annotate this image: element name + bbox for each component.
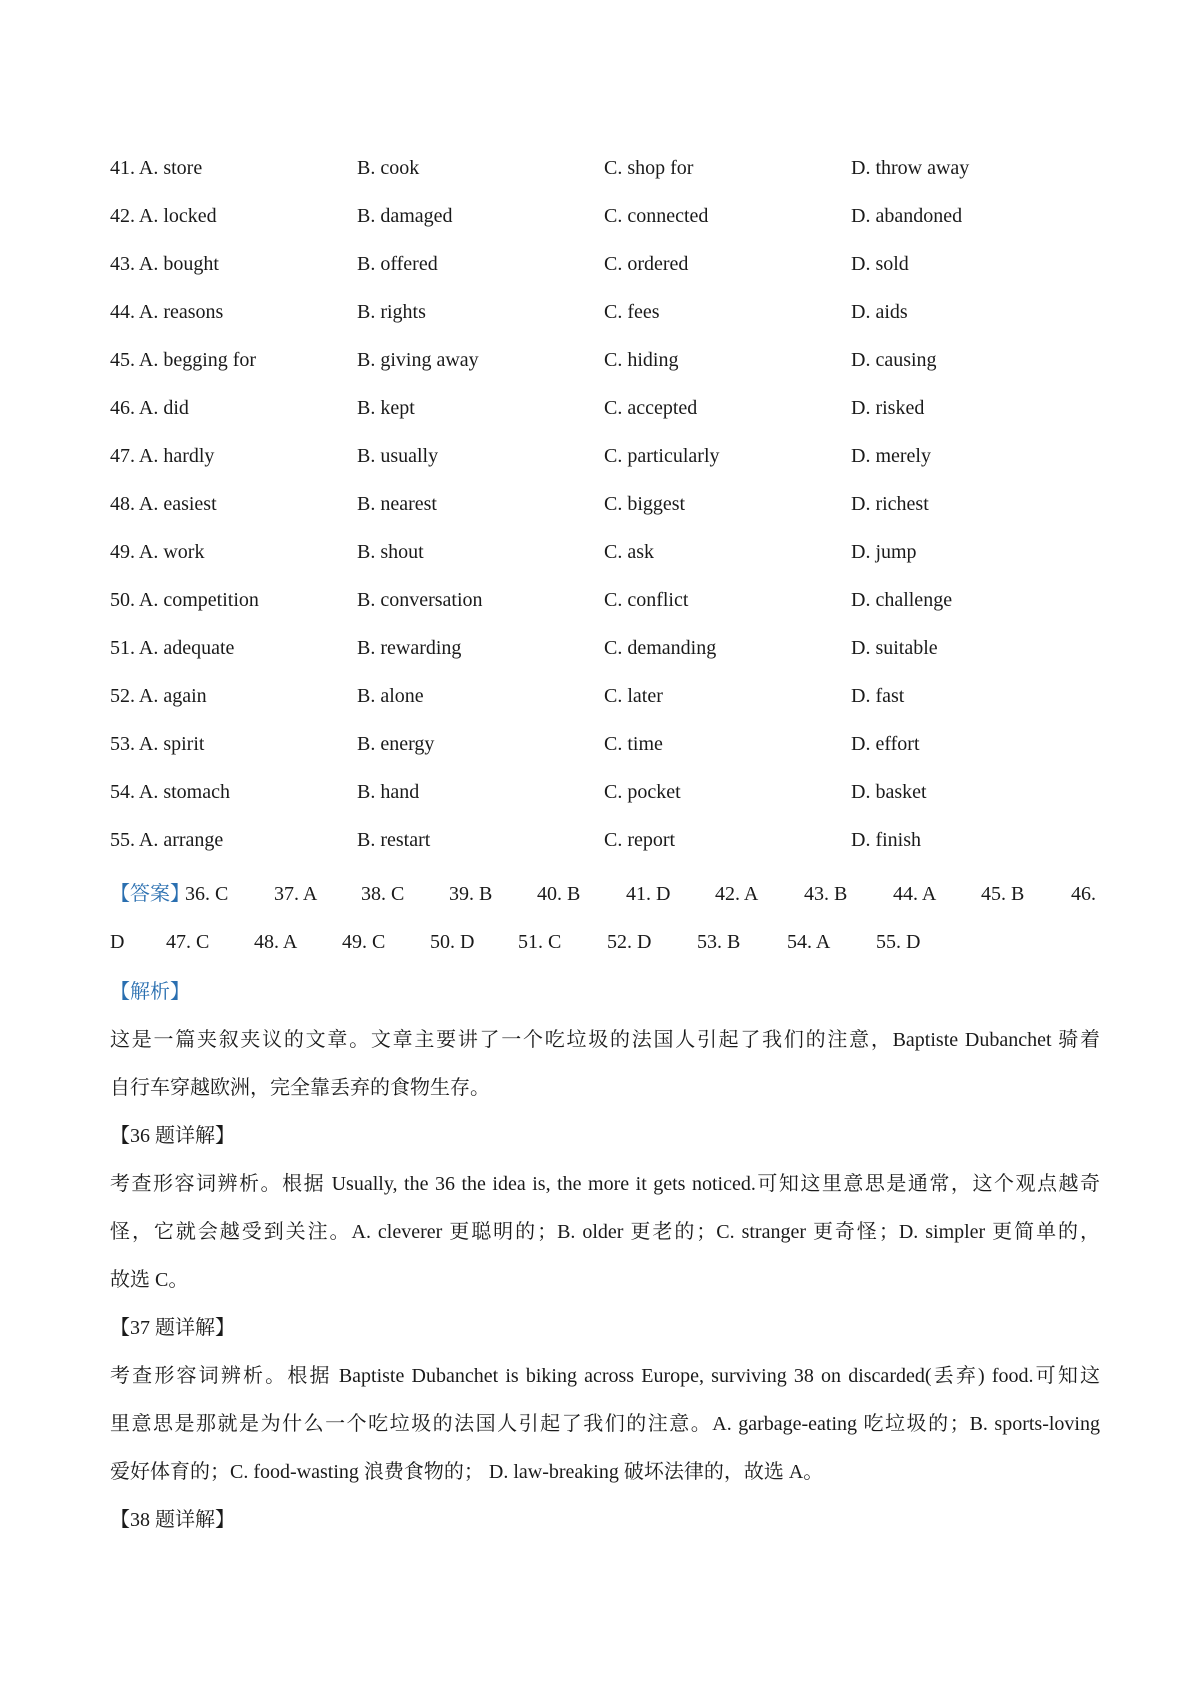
option-row (0, 388, 1200, 428)
option-d: D. effort (851, 733, 920, 755)
option-d: D. richest (851, 493, 929, 515)
option-a: 52. A. again (110, 685, 207, 707)
option-b: B. damaged (357, 205, 453, 227)
option-b: B. energy (357, 733, 435, 755)
option-c: C. fees (604, 301, 660, 323)
option-b: B. kept (357, 397, 415, 419)
option-d: D. risked (851, 397, 925, 419)
option-row (0, 580, 1200, 620)
option-a: 51. A. adequate (110, 637, 235, 659)
option-c: C. report (604, 829, 676, 851)
answer-item: 46. (1071, 883, 1096, 905)
option-a: 48. A. easiest (110, 493, 217, 515)
option-row (0, 436, 1200, 476)
option-c: C. particularly (604, 445, 720, 467)
option-a: 47. A. hardly (110, 445, 215, 467)
option-a: 50. A. competition (110, 589, 259, 611)
option-d: D. aids (851, 301, 908, 323)
option-c: C. demanding (604, 637, 717, 659)
option-b: B. nearest (357, 493, 437, 515)
option-row (0, 196, 1200, 236)
q37-line: 爱好体育的；C. food-wasting 浪费食物的； D. law-breaking 破坏法律的，故选 A。 (110, 1461, 824, 1483)
option-row (0, 148, 1200, 188)
answer-item: 49. C (342, 931, 386, 953)
option-d: D. challenge (851, 589, 953, 611)
option-c: C. connected (604, 205, 709, 227)
option-d: D. sold (851, 253, 909, 275)
answer-item: 51. C (518, 931, 562, 953)
option-a: 41. A. store (110, 157, 203, 179)
option-b: B. rewarding (357, 637, 462, 659)
option-b: B. hand (357, 781, 420, 803)
option-row (0, 340, 1200, 380)
option-b: B. conversation (357, 589, 483, 611)
option-d: D. merely (851, 445, 931, 467)
option-row (0, 820, 1200, 860)
q37-line: 里意思是那就是为什么一个吃垃圾的法国人引起了我们的注意。A. garbage-eating 吃垃圾的；B. sports-loving (110, 1413, 1100, 1435)
q36-line: 怪，它就会越受到关注。A. cleverer 更聪明的；B. older 更老的；C. stranger 更奇怪；D. simpler 更简单的， (110, 1221, 1100, 1243)
option-c: C. biggest (604, 493, 686, 515)
answer-item: 41. D (626, 883, 671, 905)
option-a: 46. A. did (110, 397, 189, 419)
answer-item: 54. A (787, 931, 831, 953)
q36-heading: 【36 题详解】 (110, 1125, 235, 1147)
q37-line: 考查形容词辨析。根据 Baptiste Dubanchet is biking across Europe, surviving 38 on discarded(丢弃) food.可知这 (110, 1365, 1100, 1387)
option-d: D. basket (851, 781, 927, 803)
option-a: 54. A. stomach (110, 781, 230, 803)
option-c: C. time (604, 733, 663, 755)
option-b: B. offered (357, 253, 438, 275)
option-b: B. usually (357, 445, 439, 467)
option-a: 45. A. begging for (110, 349, 257, 371)
q38-heading: 【38 题详解】 (110, 1509, 235, 1531)
option-b: B. cook (357, 157, 420, 179)
answer-item: 40. B (537, 883, 581, 905)
answer-item: D (110, 931, 125, 953)
answer-item: 53. B (697, 931, 741, 953)
option-d: D. abandoned (851, 205, 963, 227)
option-c: C. accepted (604, 397, 698, 419)
q36-line: 故选 C。 (110, 1269, 189, 1291)
option-c: C. ask (604, 541, 654, 563)
option-b: B. rights (357, 301, 426, 323)
option-d: D. finish (851, 829, 921, 851)
option-a: 43. A. bought (110, 253, 219, 275)
option-d: D. suitable (851, 637, 938, 659)
option-c: C. pocket (604, 781, 681, 803)
option-row (0, 244, 1200, 284)
option-c: C. ordered (604, 253, 689, 275)
option-a: 49. A. work (110, 541, 205, 563)
option-b: B. shout (357, 541, 424, 563)
q36-line: 考查形容词辨析。根据 Usually, the 36 the idea is, the more it gets noticed.可知这里意思是通常，这个观点越奇 (110, 1173, 1100, 1195)
option-row (0, 532, 1200, 572)
option-c: C. later (604, 685, 663, 707)
answers-row-2 (0, 922, 1200, 962)
option-row (0, 628, 1200, 668)
option-c: C. conflict (604, 589, 689, 611)
q37-heading: 【37 题详解】 (110, 1317, 235, 1339)
option-b: B. restart (357, 829, 431, 851)
option-c: C. hiding (604, 349, 679, 371)
analysis-line: 自行车穿越欧洲，完全靠丢弃的食物生存。 (110, 1077, 490, 1099)
answer-item: 42. A (715, 883, 759, 905)
answer-item: 47. C (166, 931, 210, 953)
answer-item: 45. B (981, 883, 1025, 905)
option-b: B. alone (357, 685, 424, 707)
answer-item: 36. C (185, 883, 229, 905)
option-c: C. shop for (604, 157, 694, 179)
answer-item: 43. B (804, 883, 848, 905)
answer-item: 50. D (430, 931, 475, 953)
option-row (0, 484, 1200, 524)
option-row (0, 676, 1200, 716)
answers-row-1 (0, 874, 1200, 914)
option-row (0, 724, 1200, 764)
option-a: 44. A. reasons (110, 301, 224, 323)
option-d: D. jump (851, 541, 917, 563)
answer-item: 55. D (876, 931, 921, 953)
answer-item: 44. A (893, 883, 937, 905)
option-b: B. giving away (357, 349, 479, 371)
answer-item: 39. B (449, 883, 493, 905)
option-d: D. throw away (851, 157, 970, 179)
option-d: D. fast (851, 685, 905, 707)
option-row (0, 772, 1200, 812)
option-a: 53. A. spirit (110, 733, 205, 755)
answer-item: 52. D (607, 931, 652, 953)
answer-item: 37. A (274, 883, 318, 905)
option-a: 42. A. locked (110, 205, 217, 227)
option-d: D. causing (851, 349, 937, 371)
option-a: 55. A. arrange (110, 829, 224, 851)
answer-item: 38. C (361, 883, 405, 905)
option-row (0, 292, 1200, 332)
answer-tag: 【答案】 (110, 883, 190, 905)
answer-item: 48. A (254, 931, 298, 953)
analysis-heading: 【解析】 (110, 981, 190, 1003)
analysis-line: 这是一篇夹叙夹议的文章。文章主要讲了一个吃垃圾的法国人引起了我们的注意，Baptiste Dubanchet 骑着 (110, 1029, 1100, 1051)
